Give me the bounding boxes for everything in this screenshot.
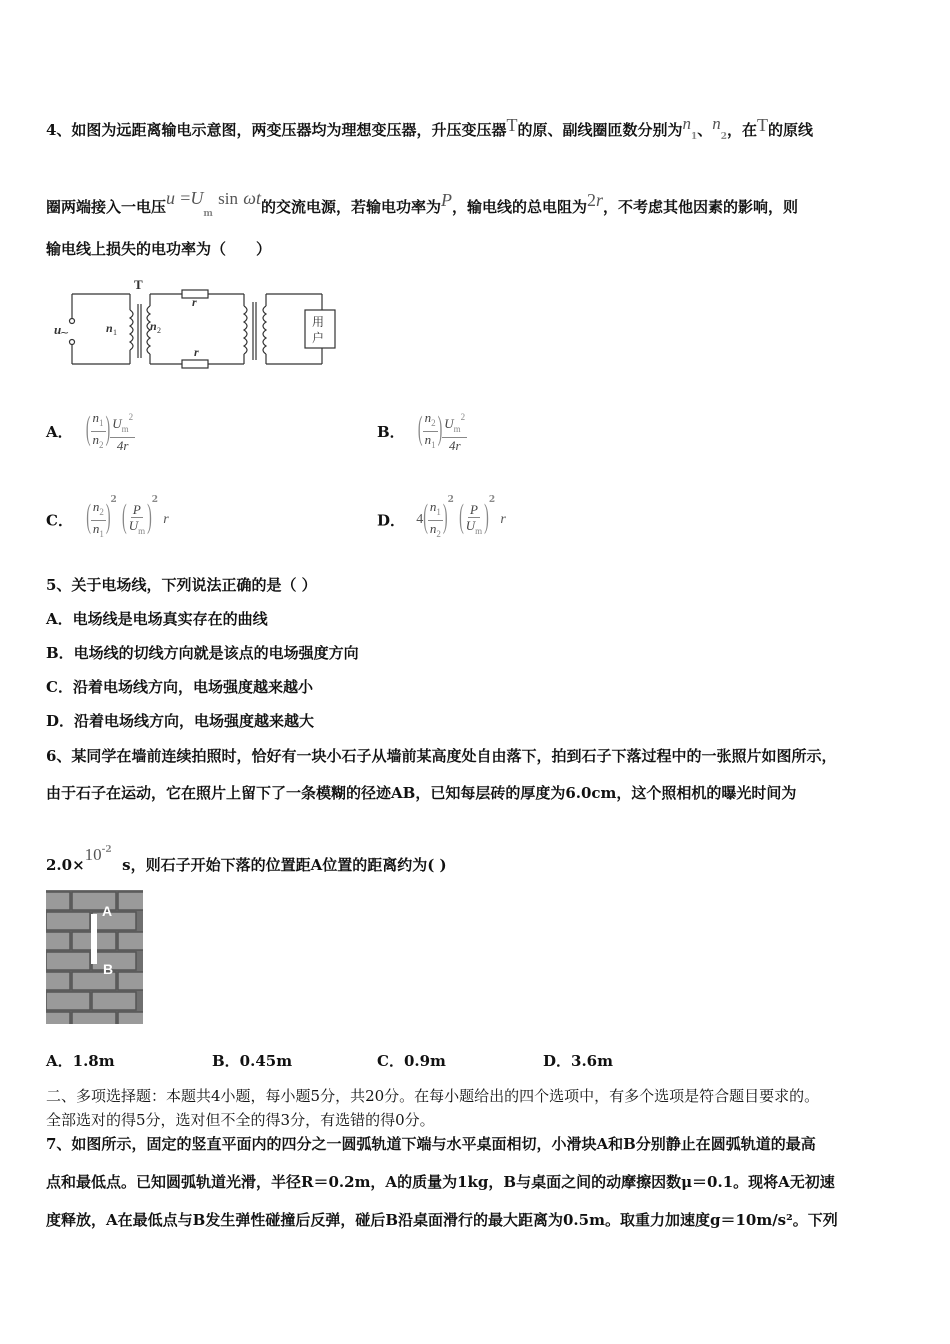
transmission-diagram [50,276,340,371]
option-label: B． [377,423,405,441]
fraction-n2-n1 [91,499,106,542]
math-4: 4 [416,512,424,527]
q4-math: sin [218,189,239,208]
q4-option-b[interactable] [377,410,467,453]
math-U: U [444,416,454,431]
q5-stem: 5、关于电场线，下列说法正确的是（ ） [46,576,317,594]
math-n: n [424,432,432,447]
math-n: n [92,498,100,514]
q4-option-d[interactable] [377,495,506,542]
option-label: D． [377,511,406,530]
q7-line3: 度释放，A在最低点与B发生弹性碰撞后反弹，碰后B沿桌面滑行的最大距离为0.5m。取重力加速度g＝10m/s²。下列 [46,1211,838,1229]
math-n: n [429,498,437,514]
q4-text: 4、如图为远距离输电示意图，两变压器均为理想变压器，升压变压器 [46,121,507,139]
q4-math: ωt [243,188,261,208]
diagram-n2-label: n [150,319,157,333]
q6-math: 10 [84,845,102,864]
q7-line1: 7、如图所示，固定的竖直平面内的四分之一圆弧轨道下端与水平桌面相切，小滑块A和B分别静止在圆弧轨道的最高 [46,1135,816,1153]
diagram-user-label-2: 户 [312,331,325,345]
left-paren: ( [417,412,423,449]
q4-text: 的原线 [768,121,814,139]
right-paren: ) [147,500,152,537]
left-paren: ( [459,500,464,537]
q4-line3: 输电线上损失的电功率为（ ） [46,240,272,258]
math-U: U [128,517,139,533]
fraction-p-um [464,502,484,539]
math-sup: 2 [488,495,496,505]
q6-math: -2 [101,845,112,855]
q5-option-c[interactable]: C．沿着电场线方向，电场强度越来越小 [46,678,313,696]
q5-option-d[interactable]: D．沿着电场线方向，电场强度越来越大 [46,712,315,730]
q4-math: P [440,190,452,210]
q4-math: 1 [690,132,698,142]
q6-line1: 6、某同学在墙前连续拍照时，恰好有一块小石子从墙前某高度处自由落下，拍到石子下落过程中的一张照片如图所示， [46,747,837,765]
math-sup: 2 [447,495,454,505]
q5-option-b[interactable]: B．电场线的切线方向就是该点的电场强度方向 [46,644,359,662]
left-paren: ( [122,500,127,537]
math-sub: 2 [431,418,436,428]
section2-line2: 全部选对的得5分，选对但不全的得3分，有选错的得0分。 [46,1111,435,1129]
q6-option-d[interactable]: D．3.6m [543,1052,613,1070]
fraction-p-um [127,502,147,539]
q4-math: n [682,114,691,133]
ac-source-icon: ~ [60,326,70,339]
math-r: r [500,512,506,527]
q5-option-a[interactable]: A．电场线是电场真实存在的曲线 [46,610,268,628]
right-paren: ) [105,500,111,537]
q6-option-b[interactable]: B．0.45m [212,1052,293,1070]
math-n: n [92,520,100,536]
math-4r: 4r [448,438,461,453]
q4-math: T [506,115,518,135]
left-paren: ( [86,500,91,537]
math-sub: 2 [436,528,441,539]
math-r: r [163,512,169,527]
section2-line1: 二、多项选择题：本题共4小题，每小题5分，共20分。在每小题给出的四个选项中，有多个选项是符合题目要求的。 [46,1087,820,1105]
math-sup: 2 [151,495,159,505]
math-n: n [424,410,432,425]
math-sub: m [138,525,146,536]
q4-math: n [712,114,721,133]
q4-text: ，在 [727,121,758,139]
q6-line3 [46,845,447,875]
right-paren: ) [442,500,448,537]
option-label: C． [46,511,73,530]
diagram-u-label: u [54,322,62,337]
diagram-r-bottom: r [194,345,199,359]
option-label: A． [46,423,73,441]
q4-option-c[interactable] [46,495,169,542]
q4-math: T [757,115,769,135]
math-sub: 1 [436,506,441,517]
math-4r: 4r [116,438,129,453]
q6-option-c[interactable]: C．0.9m [377,1052,446,1070]
fraction-n1-n2 [91,410,106,453]
fraction-um2-4r [110,410,135,453]
q6-option-a[interactable]: A．1.8m [46,1052,115,1070]
q4-math: U [190,188,204,208]
q4-text: 的交流电源，若输电功率为 [260,198,441,216]
math-sub: 2 [99,440,104,450]
q4-math: m [203,209,213,219]
q4-text: ，输电线的总电阻为 [451,198,587,216]
q4-text: 、 [697,121,713,139]
q4-math: 2 [587,190,596,210]
q6-line2: 由于石子在运动，它在照片上留下了一条模糊的径迹AB，已知每层砖的厚度为6.0cm，这个照相机的曝光时间为 [46,784,797,802]
q6-text: s，则石子开始下落的位置距A位置的距离约为( ) [122,856,447,874]
math-sub: 1 [431,440,436,450]
q4-math: = [180,188,191,208]
q6-text: 2.0× [46,856,85,874]
diagram-n2-sub: 2 [157,326,161,335]
q4-text: 的原、副线圈匝数分别为 [517,121,683,139]
right-paren: ) [105,412,111,449]
diagram-user-label-1: 用 [312,315,325,329]
q4-math: u [166,188,176,208]
left-paren: ( [85,412,91,449]
q7-line2: 点和最低点。已知圆弧轨道光滑，半径R＝0.2m，A的质量为1kg，B与桌面之间的动摩擦因数μ＝0.1。现将A无初速 [46,1173,835,1191]
math-sub: m [475,525,483,536]
math-sup: 2 [110,495,117,505]
math-sub: 1 [99,418,104,428]
math-sup: 2 [460,412,466,422]
math-P: P [132,501,141,517]
q4-option-a[interactable] [46,410,135,453]
math-U: U [465,517,476,533]
photo-label-b: B [103,961,114,977]
fraction-n1-n2 [428,499,443,542]
math-sup: 2 [128,412,134,422]
photo-label-a: A [102,903,113,919]
q4-text: ，不考虑其他因素的影响，则 [603,198,799,216]
diagram-n1-label: n [106,321,113,335]
math-sub: 1 [99,528,104,539]
diagram-r-top: r [192,295,197,309]
q4-line2 [46,188,798,219]
left-paren: ( [423,500,428,537]
math-n: n [429,520,437,536]
diagram-n1-sub: 1 [113,328,117,337]
math-n: n [92,432,100,447]
right-paren: ) [484,500,489,537]
math-U: U [112,416,122,431]
fraction-um2-4r [442,410,467,453]
diagram-T-label: T [134,277,143,292]
right-paren: ) [437,412,443,449]
q4-math: 2 [720,132,728,142]
math-n: n [92,410,100,425]
q4-text: 圈两端接入一电压 [46,198,167,216]
math-P: P [469,501,478,517]
math-sub: m [121,424,129,434]
math-sub: m [453,424,461,434]
q4-line1 [46,114,813,142]
fraction-n2-n1 [423,410,438,453]
q4-math: r [596,190,604,210]
brick-wall-photo [46,890,143,1024]
math-sub: 2 [99,506,104,517]
